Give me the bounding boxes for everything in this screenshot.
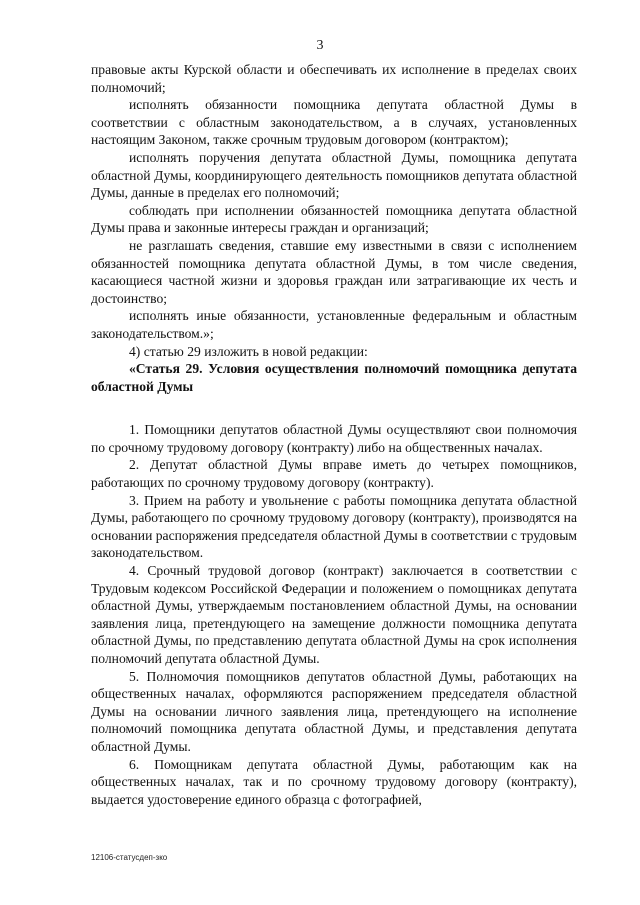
clause-1: 1. Помощники депутатов областной Думы осуществляют свои полномочия по срочному трудовому договору (контракту) либо на общественных началах. (91, 422, 577, 455)
clause-4: 4. Срочный трудовой договор (контракт) заключается в соответствии с Трудовым кодексом Российской Федерации и положением о помощниках депутата областной Думы, утверждаемым постановлением областной Думы, на основании заявления лица, претендующего на замещение должности помощника депутата областной Думы, по представлению депутата областной Думы на срок исполнения полномочий депутата областной Думы. (91, 563, 577, 666)
document-body (91, 61, 577, 808)
page-number: 3 (316, 38, 324, 53)
clause-6: 6. Помощникам депутата областной Думы, работающим как на общественных началах, так и по срочному трудовому договору (контракту), выдается удостоверение единого образца с фотографией, (91, 756, 577, 807)
heading-spacer (91, 395, 577, 421)
paragraph-top-2: исполнять поручения депутата областной Думы, помощника депутата областной Думы, координирующего деятельность помощников депутата областной Думы, данные в пределах его полномочий; (91, 149, 577, 201)
paragraph-top-4: не разглашать сведения, ставшие ему известными в связи с исполнением обязанностей помощника депутата областной Думы, в том числе сведения, касающиеся частной жизни и здоровья граждан или затрагивающие их честь и достоинство; (91, 237, 577, 306)
article-heading: «Статья 29. Условия осуществления полномочий помощника депутата областной Думы (91, 361, 577, 394)
footer-document-code: 12106-статусдеп-зко (91, 853, 168, 862)
paragraph-top-6: 4) статью 29 изложить в новой редакции: (129, 343, 368, 359)
clause-5: 5. Полномочия помощников депутатов областной Думы, работающих на общественных началах, оформляются распоряжением председателя областной Думы на основании личного заявления лица, претендующего на исполнение полномочий помощника депутата областной Думы, и представления депутата областной Думы. (91, 668, 577, 754)
clause-3: 3. Прием на работу и увольнение с работы помощника депутата областной Думы, работающего по срочному трудовому договору (контракту), производятся на основании распоряжения председателя областной Думы в соответствии с трудовым законодательством. (91, 492, 577, 561)
paragraph-top-1: исполнять обязанности помощника депутата областной Думы в соответствии с областным законодательством, а в случаях, установленных настоящим Законом, также срочным трудовым договором (контрактом); (91, 97, 577, 148)
paragraph-top-5: исполнять иные обязанности, установленные федеральным и областным законодательством.»; (91, 308, 577, 341)
paragraph-top-0: правовые акты Курской области и обеспечивать их исполнение в пределах своих полномочий; (91, 62, 577, 95)
paragraph-top-3: соблюдать при исполнении обязанностей помощника депутата областной Думы права и законные интересы граждан и организаций; (91, 202, 577, 236)
clause-2: 2. Депутат областной Думы вправе иметь до четырех помощников, работающих по срочному трудовому договору (контракту). (91, 457, 577, 491)
